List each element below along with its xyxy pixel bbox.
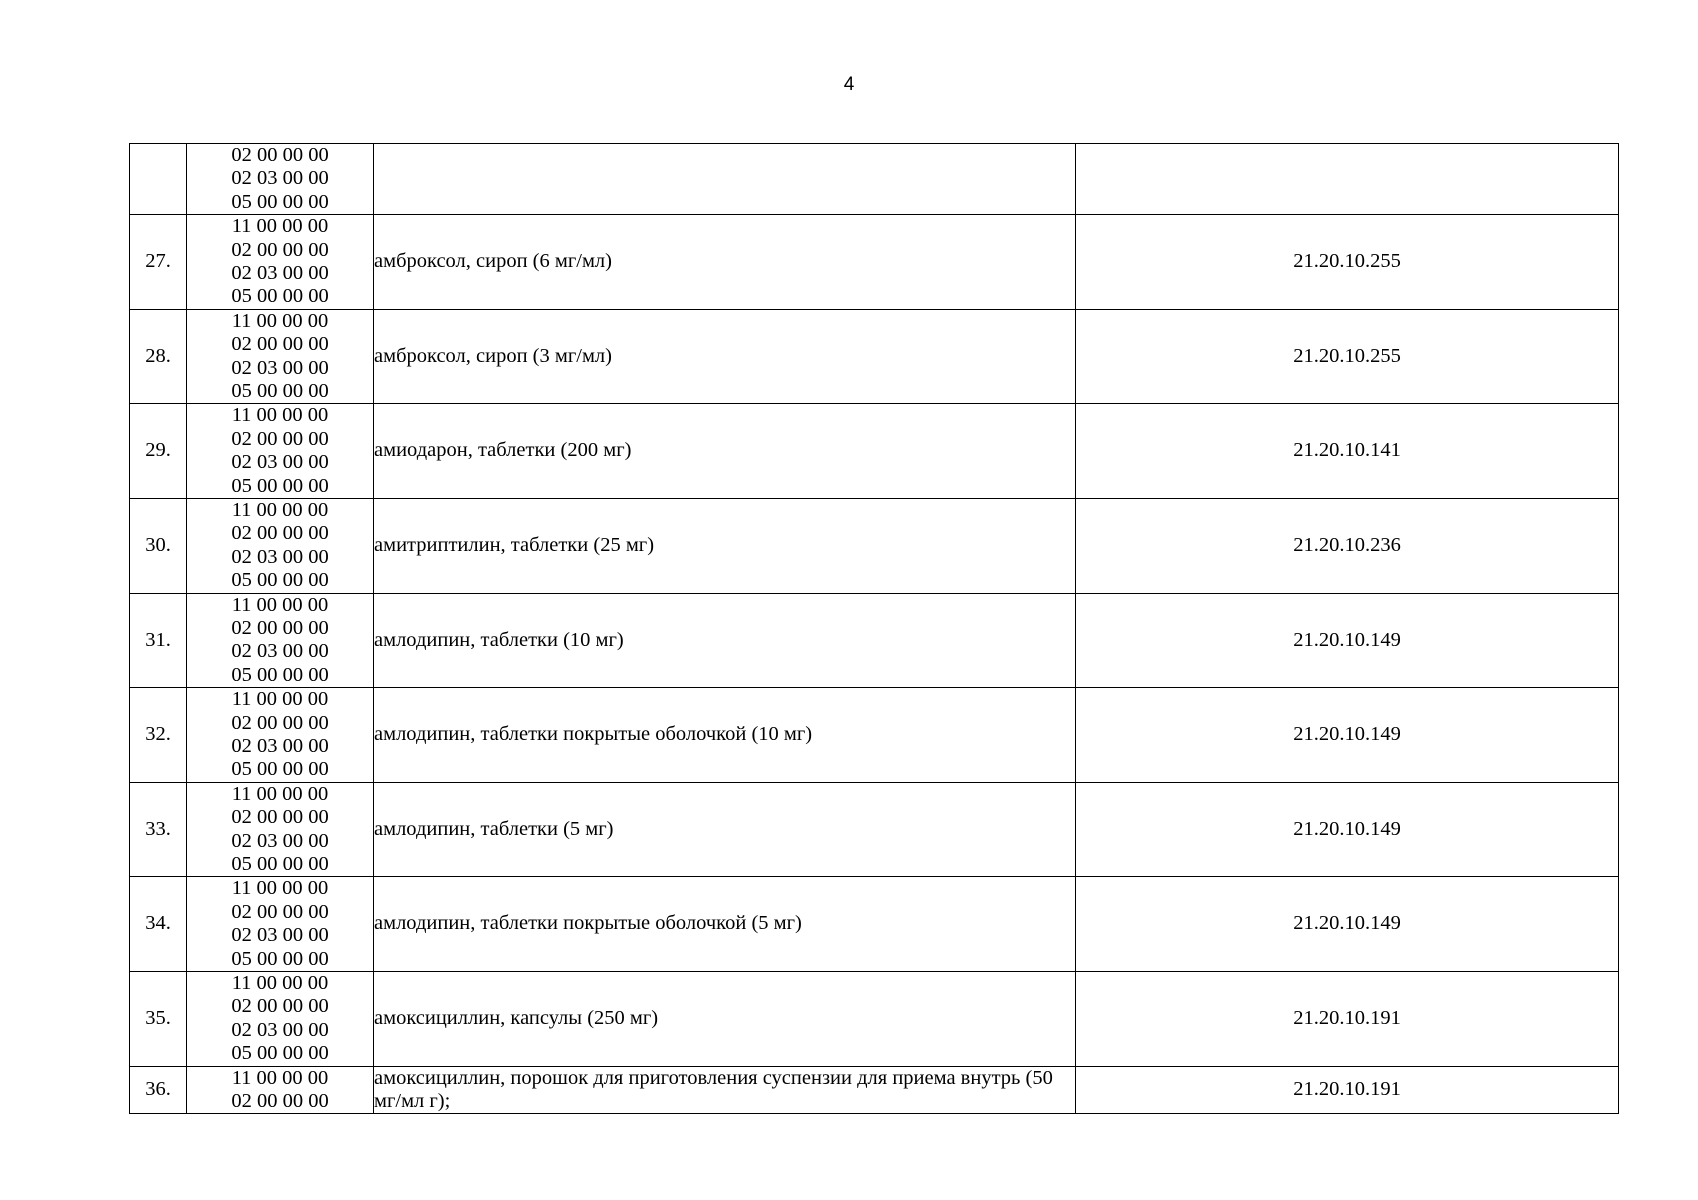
code-line: 05 00 00 00	[231, 663, 329, 686]
okpd-code: 21.20.10.191	[1076, 971, 1619, 1066]
page-number: 4	[843, 74, 855, 95]
row-number: 34.	[130, 877, 187, 972]
code-line: 02 00 00 00	[231, 616, 329, 639]
row-number: 33.	[130, 782, 187, 877]
code-line: 11 00 00 00	[231, 593, 329, 616]
okpd-code: 21.20.10.255	[1076, 309, 1619, 404]
code-line: 02 00 00 00	[231, 333, 329, 356]
okpd-code: 21.20.10.149	[1076, 593, 1619, 688]
drug-name: амоксициллин, капсулы (250 мг)	[374, 971, 1076, 1066]
code-line: 02 00 00 00	[231, 522, 329, 545]
table-row	[130, 593, 1619, 688]
oktmo-codes	[187, 688, 374, 783]
drug-name: амлодипин, таблетки покрытые оболочкой (5 мг)	[374, 877, 1076, 972]
code-line: 05 00 00 00	[231, 569, 329, 592]
drug-name	[374, 144, 1076, 215]
drug-list-table	[129, 143, 1619, 1114]
drug-name: амоксициллин, порошок для приготовления суспензии для приема внутрь (50 мг/мл г);	[374, 1066, 1076, 1114]
table-row	[130, 688, 1619, 783]
code-line: 05 00 00 00	[231, 190, 329, 213]
code-line: 05 00 00 00	[231, 947, 329, 970]
okpd-code: 21.20.10.149	[1076, 688, 1619, 783]
code-line: 02 03 00 00	[231, 545, 329, 568]
code-line: 05 00 00 00	[231, 285, 329, 308]
table-row	[130, 215, 1619, 310]
code-line: 11 00 00 00	[231, 782, 329, 805]
oktmo-codes	[187, 1066, 374, 1114]
code-line: 02 03 00 00	[231, 640, 329, 663]
code-line: 02 03 00 00	[231, 261, 329, 284]
drug-name: амлодипин, таблетки (5 мг)	[374, 782, 1076, 877]
code-line: 11 00 00 00	[231, 215, 329, 238]
table-row	[130, 1066, 1619, 1114]
code-line: 11 00 00 00	[231, 1066, 329, 1089]
okpd-code: 21.20.10.236	[1076, 498, 1619, 593]
code-line: 02 00 00 00	[231, 806, 329, 829]
drug-name: амлодипин, таблетки покрытые оболочкой (10 мг)	[374, 688, 1076, 783]
code-line: 11 00 00 00	[231, 971, 329, 994]
code-line: 02 03 00 00	[231, 734, 329, 757]
code-line: 05 00 00 00	[231, 758, 329, 781]
oktmo-codes	[187, 877, 374, 972]
drug-name: амброксол, сироп (6 мг/мл)	[374, 215, 1076, 310]
code-line: 02 00 00 00	[231, 144, 329, 166]
oktmo-codes	[187, 404, 374, 499]
code-line: 02 03 00 00	[231, 829, 329, 852]
okpd-code: 21.20.10.191	[1076, 1066, 1619, 1114]
okpd-code: 21.20.10.255	[1076, 215, 1619, 310]
oktmo-codes	[187, 309, 374, 404]
drug-name: амлодипин, таблетки (10 мг)	[374, 593, 1076, 688]
oktmo-codes	[187, 498, 374, 593]
code-line: 11 00 00 00	[231, 877, 329, 900]
row-number: 29.	[130, 404, 187, 499]
row-number: 28.	[130, 309, 187, 404]
code-line: 11 00 00 00	[231, 404, 329, 427]
code-line: 02 03 00 00	[231, 356, 329, 379]
table-row	[130, 971, 1619, 1066]
code-line: 02 00 00 00	[231, 711, 329, 734]
oktmo-codes	[187, 144, 374, 215]
table-row	[130, 309, 1619, 404]
drug-name: амброксол, сироп (3 мг/мл)	[374, 309, 1076, 404]
code-line: 11 00 00 00	[231, 498, 329, 521]
row-number: 27.	[130, 215, 187, 310]
code-line: 02 03 00 00	[231, 451, 329, 474]
table-body	[130, 144, 1619, 1114]
code-line: 11 00 00 00	[231, 688, 329, 711]
table-row	[130, 877, 1619, 972]
code-line: 02 00 00 00	[231, 900, 329, 923]
code-line: 02 00 00 00	[231, 1089, 329, 1112]
drug-name: амитриптилин, таблетки (25 мг)	[374, 498, 1076, 593]
table-row	[130, 782, 1619, 877]
code-line: 02 00 00 00	[231, 427, 329, 450]
row-number: 30.	[130, 498, 187, 593]
code-line: 05 00 00 00	[231, 852, 329, 875]
code-line: 11 00 00 00	[231, 309, 329, 332]
okpd-code	[1076, 144, 1619, 215]
table-row	[130, 144, 1619, 215]
table-row	[130, 404, 1619, 499]
row-number: 35.	[130, 971, 187, 1066]
row-number: 36.	[130, 1066, 187, 1114]
row-number: 32.	[130, 688, 187, 783]
code-line: 05 00 00 00	[231, 474, 329, 497]
row-number	[130, 144, 187, 215]
drug-name: амиодарон, таблетки (200 мг)	[374, 404, 1076, 499]
code-line: 05 00 00 00	[231, 1042, 329, 1065]
oktmo-codes	[187, 593, 374, 688]
okpd-code: 21.20.10.149	[1076, 782, 1619, 877]
code-line: 05 00 00 00	[231, 379, 329, 402]
okpd-code: 21.20.10.149	[1076, 877, 1619, 972]
oktmo-codes	[187, 782, 374, 877]
oktmo-codes	[187, 215, 374, 310]
row-number: 31.	[130, 593, 187, 688]
code-line: 02 00 00 00	[231, 995, 329, 1018]
code-line: 02 03 00 00	[231, 167, 329, 190]
oktmo-codes	[187, 971, 374, 1066]
code-line: 02 03 00 00	[231, 924, 329, 947]
code-line: 02 00 00 00	[231, 238, 329, 261]
code-line: 02 03 00 00	[231, 1018, 329, 1041]
okpd-code: 21.20.10.141	[1076, 404, 1619, 499]
table-row	[130, 498, 1619, 593]
